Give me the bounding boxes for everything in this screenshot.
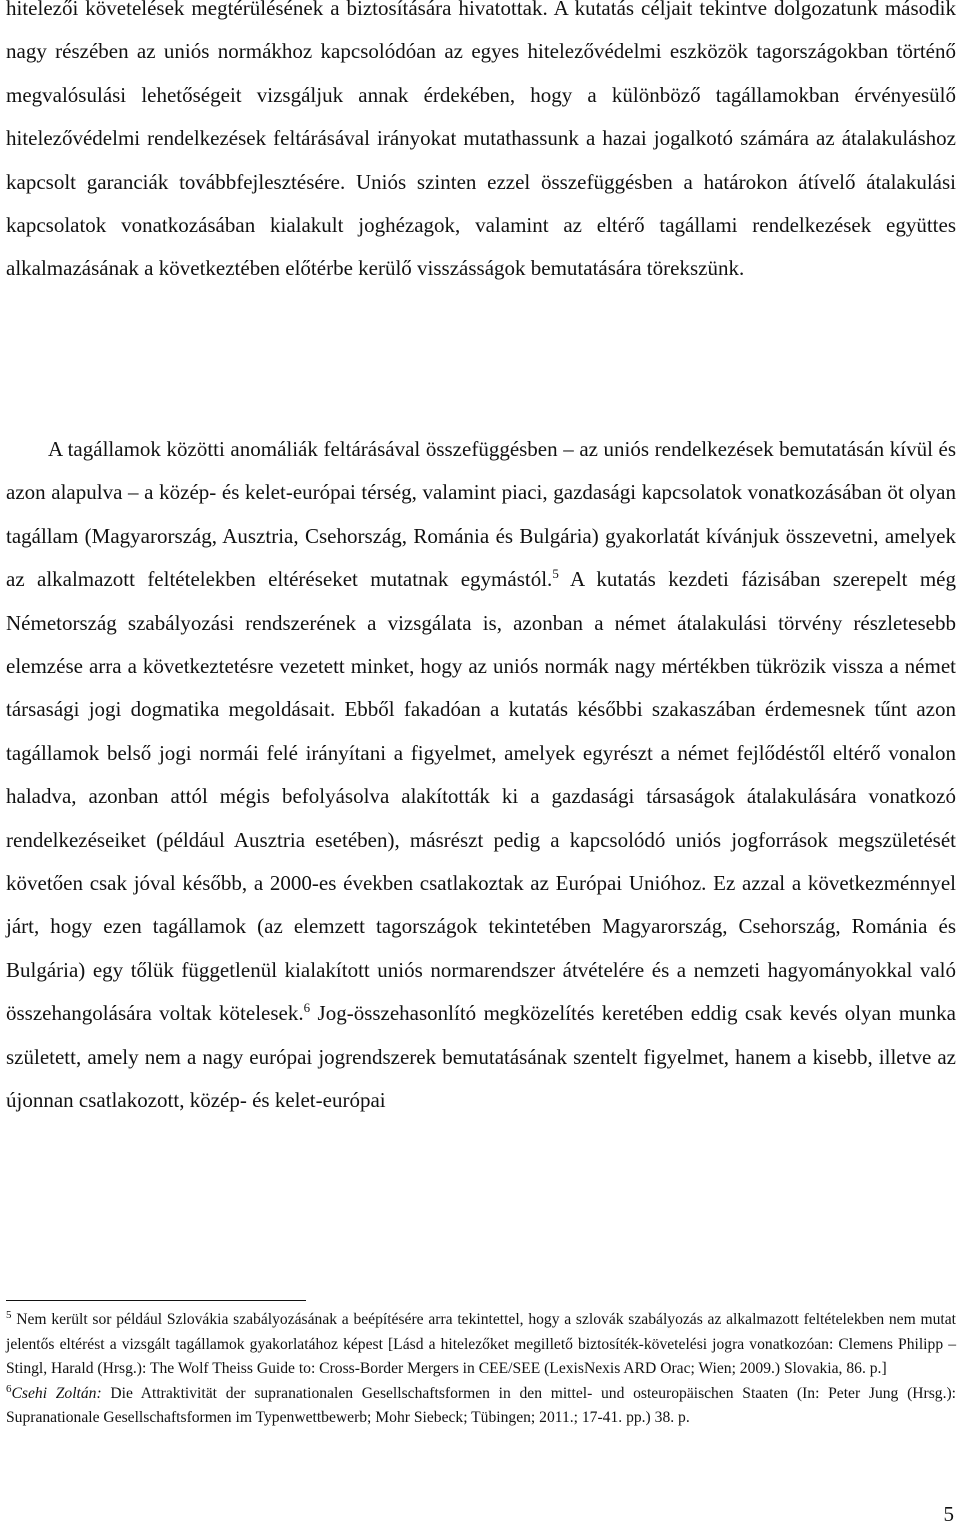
- footnote-6-text: Die Attraktivität der supranationalen Gesellschaftsformen in den mittel- und osteuropäischen Staaten (In: Peter Jung (Hrsg.): Supranationale Gesellschaftsformen im Typenwettbewerb; Mohr Siebeck; Tübingen; 2011.; 17-41. pp.) 38. p.: [6, 1384, 957, 1427]
- footnote-5-number: 5: [6, 1308, 12, 1321]
- footnotes-section: [6, 1308, 956, 1431]
- document-page: [6, 0, 956, 1533]
- paragraph-2-text-a: A tagállamok közötti anomáliák feltárásával összefüggésben – az uniós rendelkezések bemutatásán kívül és azon alapulva – a közép- és kelet-európai térség, valamint piaci, gazdasági kapcsolatok vonatkozásában öt olyan tagállam (Magyarország, Ausztria, Csehország, Románia és Bulgária) gyakorlatát kívánjuk összevetni, amelyek az alkalmazott feltételekben eltéréseket mutatnak egymástól.: [6, 437, 956, 592]
- footnote-separator: [6, 1300, 306, 1301]
- footnote-ref-5[interactable]: 5: [552, 566, 559, 582]
- body-paragraph-2: [6, 428, 956, 1123]
- footnote-5: [6, 1308, 956, 1382]
- footnote-6-author: Csehi Zoltán:: [11, 1384, 102, 1402]
- paragraph-2-text-b: A kutatás kezdeti fázisában szerepelt még Németország szabályozási rendszerének a vizsgálata is, azonban a német átalakulási törvény részletesebb elemzése arra a következtetésre vezetett minket, hogy az uniós normák nagy mértékben tükrözik vissza a német társasági jogi dogmatika megoldásait. Ebből fakadóan a kutatás későbbi szakaszában érdemesnek tűnt azon tagállamok belső jogi normái felé irányítani a figyelmet, amelyek egyrészt a német fejlődéstől eltérő vonalon haladva, azonban attól mégis befolyásolva alakították ki a gazdasági társaságok átalakulására vonatkozó rendelkezéseiket (például Ausztria esetében), másrészt pedig a kapcsolódó uniós jogforrások megszületését követően csak jóval később, a 2000-es években csatlakoztak az Európai Unióhoz. Ez azzal a következménnyel járt, hogy ezen tagállamok (az elemzett tagországok tekintetében Magyarország, Csehország, Románia és Bulgária) egy tőlük függetlenül kialakított uniós normarendszer átvételére és a nemzeti hagyományokkal való összehangolására voltak kötelesek.: [6, 567, 956, 1026]
- footnote-6-number: 6: [6, 1382, 12, 1395]
- paragraph-2-text-c: Jog-összehasonlító megközelítés keretében eddig csak kevés olyan munka született, amely nem a nagy európai jogrendszerek bemutatásának szentelt figyelmet, hanem a kisebb, illetve az újonnan csatlakozott, közép- és kelet-európai: [6, 1001, 956, 1113]
- body-paragraph-1: [6, 0, 956, 291]
- paragraph-1-text: hitelezői követelések megtérülésének a biztosítására hivatottak. A kutatás céljait tekintve dolgozatunk második nagy részében az uniós normákhoz kapcsolódóan az egyes hitelezővédelmi eszközök tagországokban történő megvalósulási lehetőségeit vizsgáljuk annak érdekében, hogy a különböző tagállamokban érvényesülő hitelezővédelmi rendelkezések feltárásával irányokat mutathassunk a hazai jogalkotó számára az átalakuláshoz kapcsolt garanciák továbbfejlesztésére. Uniós szinten ezzel összefüggésben a határokon átívelő átalakulási kapcsolatok vonatkozásában kialakult joghézagok, valamint az eltérő tagállami rendelkezések együttes alkalmazásának a következtében előtérbe kerülő visszásságok bemutatására törekszünk.: [6, 0, 956, 281]
- page-number: 5: [943, 1502, 954, 1526]
- footnote-6: [6, 1382, 956, 1431]
- footnote-5-text: Nem került sor például Szlovákia szabályozásának a beépítésére arra tekintettel, hogy a szlovák szabályozás az alkalmazott feltételekben nem mutat jelentős eltérést a vizsgált tagállamok gyakorlatához képest [Lásd a hitelezőket megillető biztosíték-követelési jogra vonatkozóan: Clemens Philipp – Stingl, Harald (Hrsg.): The Wolf Theiss Guide to: Cross-Border Mergers in CEE/SEE (LexisNexis ARD Orac; Wien; 2009.) Slovakia, 86. p.]: [6, 1311, 956, 1378]
- footnote-ref-6[interactable]: 6: [303, 1000, 311, 1016]
